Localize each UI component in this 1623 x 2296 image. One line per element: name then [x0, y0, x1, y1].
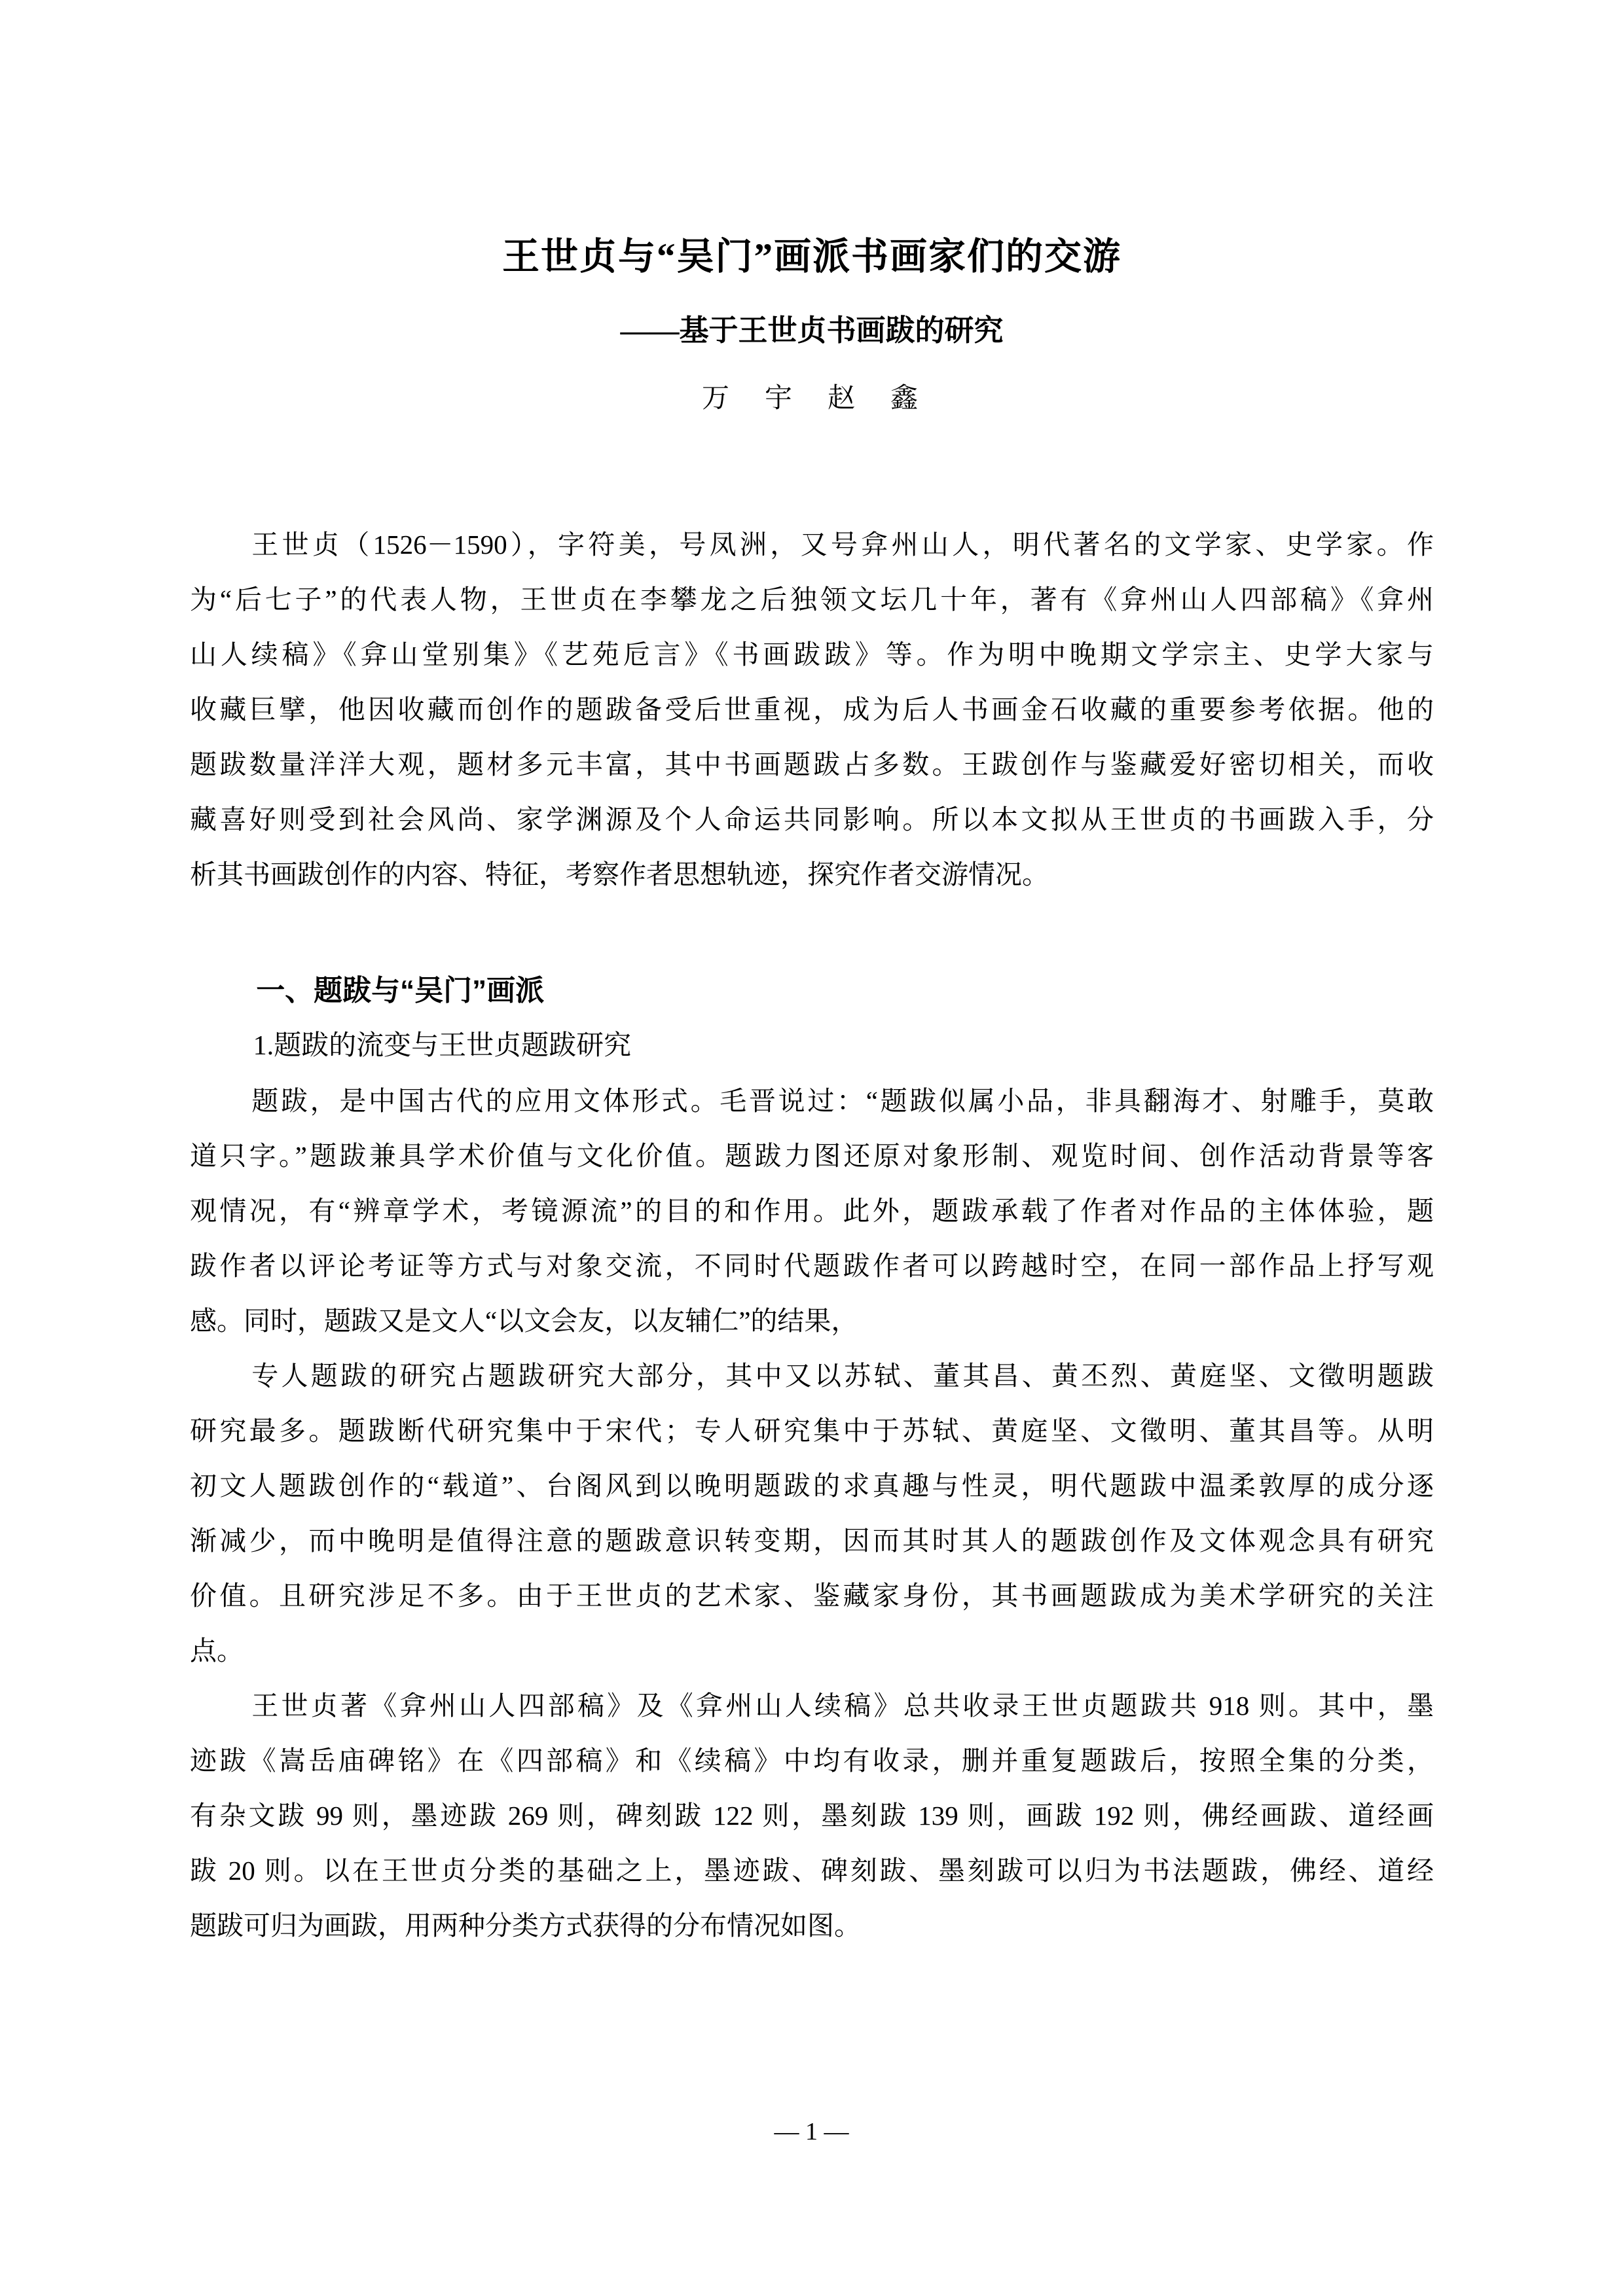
paragraph-research-status [190, 1348, 1434, 1678]
section-heading-1: 一、题跋与“吴门”画派 [256, 975, 545, 1007]
paper-subtitle: ——基于王世贞书画跋的研究 [620, 314, 1004, 347]
text-line: 王世贞（1526－1590），字符美，号凤洲，又号弇州山人，明代著名的文学家、史学家。作 [251, 529, 1434, 560]
subsection-heading-1-1: 1.题跋的流变与王世贞题跋研究 [253, 1031, 632, 1061]
text-line: 初文人题跋创作的“载道”、台阁风到以晚明题跋的求真趣与性灵，明代题跋中温柔敦厚的成分逐 [190, 1471, 1434, 1501]
text-block [190, 0, 1434, 1953]
paragraph-tiba-overview [190, 1073, 1434, 1348]
text-line: 题跋数量洋洋大观，题材多元丰富，其中书画题跋占多数。王跋创作与鉴藏爱好密切相关，而收 [190, 749, 1434, 780]
text-line: 价值。且研究涉足不多。由于王世贞的艺术家、鉴藏家身份，其书画题跋成为美术学研究的关注 [190, 1581, 1434, 1611]
text-line: 渐减少，而中晚明是值得注意的题跋意识转变期，因而其时其人的题跋创作及文体观念具有研究 [190, 1526, 1434, 1556]
text-line: 研究最多。题跋断代研究集中于宋代；专人研究集中于苏轼、黄庭坚、文徵明、董其昌等。从明 [190, 1416, 1434, 1446]
text-line: 迹跋《嵩岳庙碑铭》在《四部稿》和《续稿》中均有收录，删并重复题跋后，按照全集的分类， [190, 1746, 1434, 1776]
text-line: 道只字。”题跋兼具学术价值与文化价值。题跋力图还原对象形制、观览时间、创作活动背景等客 [190, 1141, 1434, 1171]
paragraph-tiba-counts [190, 1678, 1434, 1953]
text-line: 藏喜好则受到社会风尚、家学渊源及个人命运共同影响。所以本文拟从王世贞的书画跋入手，分 [190, 804, 1434, 834]
text-line: 析其书画跋创作的内容、特征，考察作者思想轨迹，探究作者交游情况。 [190, 859, 1049, 889]
paper-title: 王世贞与“吴门”画派书画家们的交游 [502, 236, 1122, 278]
text-line: 观情况，有“辨章学术，考镜源流”的目的和作用。此外，题跋承载了作者对作品的主体体验，题 [190, 1196, 1434, 1226]
text-line: 感。同时，题跋又是文人“以文会友，以友辅仁”的结果， [190, 1306, 858, 1336]
page-number: — 1 — [774, 2118, 849, 2145]
text-line: 山人续稿》《弇山堂别集》《艺苑卮言》《书画跋跋》等。作为明中晚期文学宗主、史学大家与 [190, 639, 1434, 670]
text-line: 题跋，是中国古代的应用文体形式。毛晋说过：“题跋似属小品，非具翻海才、射雕手，莫敢 [251, 1086, 1434, 1116]
text-line: 专人题跋的研究占题跋研究大部分，其中又以苏轼、董其昌、黄丕烈、黄庭坚、文徵明题跋 [251, 1361, 1434, 1391]
text-line: 为“后七子”的代表人物，王世贞在李攀龙之后独领文坛几十年，著有《弇州山人四部稿》《弇州 [190, 584, 1434, 615]
paper-authors: 万 宇 赵 鑫 [701, 384, 922, 414]
text-line: 跋 20 则。以在王世贞分类的基础之上，墨迹跋、碑刻跋、墨刻跋可以归为书法题跋，佛经、道经 [190, 1856, 1434, 1886]
text-line: 王世贞著《弇州山人四部稿》及《弇州山人续稿》总共收录王世贞题跋共 918 则。其中，墨 [251, 1691, 1434, 1721]
text-line: 题跋可归为画跋，用两种分类方式获得的分布情况如图。 [190, 1910, 861, 1941]
intro-paragraph [190, 517, 1434, 902]
text-line: 跋作者以评论考证等方式与对象交流，不同时代题跋作者可以跨越时空，在同一部作品上抒写观 [190, 1251, 1434, 1281]
text-line: 有杂文跋 99 则，墨迹跋 269 则，碑刻跋 122 则，墨刻跋 139 则，画跋 192 则，佛经画跋、道经画 [190, 1801, 1434, 1831]
text-line: 点。 [190, 1636, 244, 1666]
text-line: 收藏巨擘，他因收藏而创作的题跋备受后世重视，成为后人书画金石收藏的重要参考依据。他的 [190, 694, 1434, 725]
